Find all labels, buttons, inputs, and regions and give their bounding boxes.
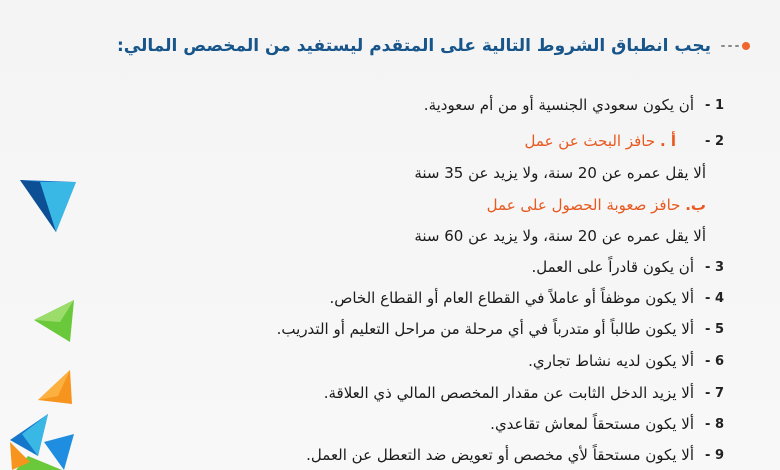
blue-triangle-icon <box>18 176 80 236</box>
item-text: ألا يكون مستحقاً لأي مخصص أو تعويض ضد التعطل عن العمل. <box>306 446 694 464</box>
item-text: ألا يكون مستحقاً لمعاش تقاعدي. <box>490 415 694 433</box>
list-item <box>528 352 724 370</box>
item-text: ألا يزيد الدخل الثابت عن مقدار المخصص المالي ذي العلاقة. <box>323 384 694 402</box>
list-item <box>694 134 724 149</box>
item-text: أن يكون سعودي الجنسية أو من أم سعودية. <box>423 96 694 114</box>
item-text: أن يكون قادراً على العمل. <box>531 258 694 276</box>
sub-heading-a <box>525 132 676 150</box>
item-text: ألا يكون لديه نشاط تجاري. <box>528 352 694 370</box>
green-triangle-icon <box>30 298 78 346</box>
list-item <box>324 384 724 402</box>
sub-heading-b <box>487 196 706 214</box>
orange-triangle-icon <box>36 366 76 406</box>
list-item <box>531 258 724 276</box>
sub-detail-b: ألا يقل عمره عن 20 سنة، ولا يزيد عن 60 سنة <box>414 227 706 245</box>
list-item <box>424 96 724 114</box>
sub-title-a: حافز البحث عن عمل <box>524 132 656 150</box>
header-bullet-icon <box>721 42 750 50</box>
item-text: ألا يكون موظفاً أو عاملاً في القطاع العام أو القطاع الخاص. <box>329 289 694 307</box>
page-title: يجب انطباق الشروط التالية على المتقدم ليستفيد من المخصص المالي: <box>116 36 711 56</box>
item-number: 9 - <box>705 447 724 463</box>
section-header <box>117 36 750 56</box>
item-number: 3 - <box>705 259 724 275</box>
sub-letter-a: أ . <box>659 132 676 150</box>
sub-title-b: حافز صعوبة الحصول على عمل <box>486 196 681 214</box>
list-item <box>329 289 724 307</box>
list-item <box>490 415 724 433</box>
item-number: 6 - <box>705 353 724 369</box>
item-number: 4 - <box>705 290 724 306</box>
item-number: 1 - <box>705 97 724 113</box>
list-item <box>306 446 724 464</box>
item-text: ألا يكون طالباً أو متدرباً في أي مرحلة من مراحل التعليم أو التدريب. <box>276 320 694 338</box>
item-number: 5 - <box>705 321 724 337</box>
item-number: 8 - <box>705 416 724 432</box>
item-number: 7 - <box>705 385 724 401</box>
sub-detail-a: ألا يقل عمره عن 20 سنة، ولا يزيد عن 35 سنة <box>414 164 706 182</box>
multicolor-triangle-icon <box>8 412 78 470</box>
list-item <box>277 320 724 338</box>
item-number: 2 - <box>705 134 724 149</box>
sub-letter-b: ب. <box>685 196 706 214</box>
